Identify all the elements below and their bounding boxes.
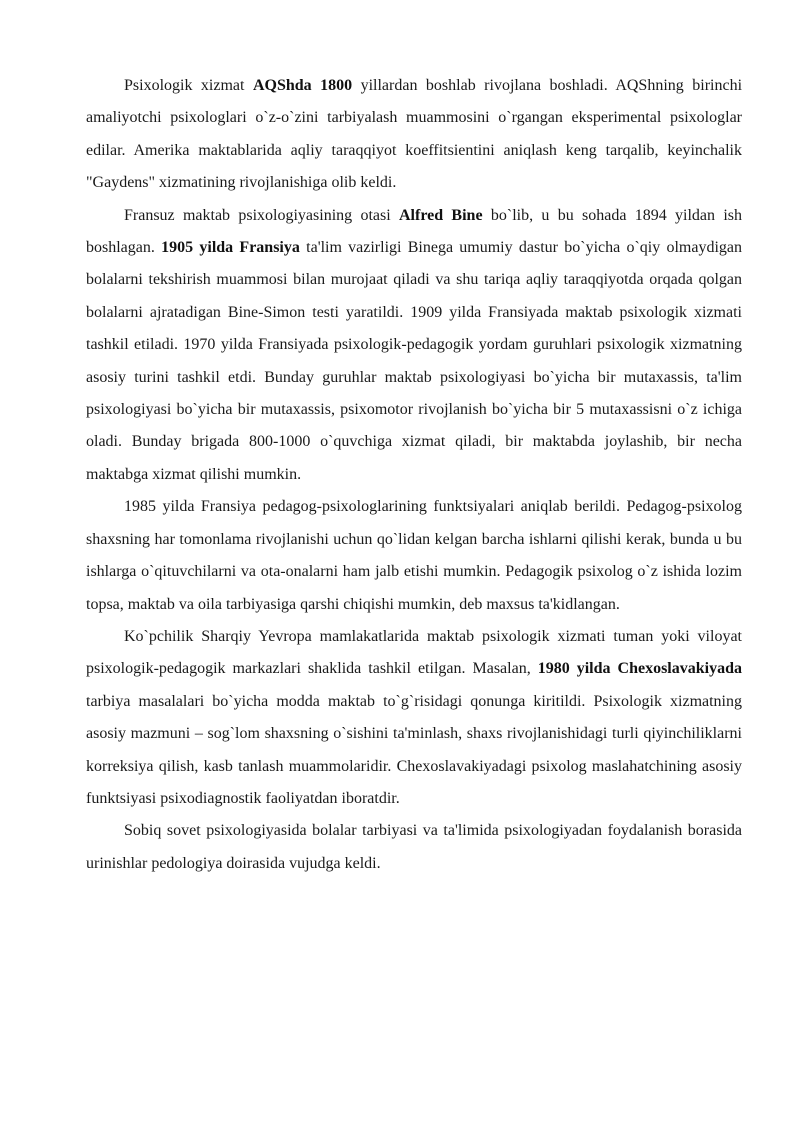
text-span: yillardan boshlab rivojlana boshladi. AQShning birinchi amaliyotchi psixologlari o`z-o`zini tarbiyalash muammosini o`rgangan eksperimental psixologlar edilar. Amerika maktablarida aqliy taraqqiyot koeffitsientini aniqlash keng tarqalib, keyinchalik "Gaydens" xizmatining rivojlanishiga olib keldi. [86, 77, 743, 192]
bold-phrase: AQShda 1800 [252, 77, 353, 94]
text-span: 1985 yilda Fransiya pedagog-psixologlarining funktsiyalari aniqlab berildi. Pedagog-psixolog shaxsning har tomonlama rivojlanishi uchun qo`lidan kelgan barcha ishlarni qilishi kerak, bunda u bu ishlarga o`qituvchilarni va ota-onalarni ham jalb etishi mumkin. Pedagogik psixolog o`z ishida lozim topsa, maktab va oila tarbiyasiga qarshi chiqishi mumkin, deb maxsus ta'kidlangan. [86, 498, 742, 613]
bold-phrase: 1905 yilda Fransiya [161, 239, 300, 257]
text-span: tarbiya masalalari bo`yicha modda maktab to`g`risidagi qonunga kiritildi. Psixologik xizmatning asosiy mazmuni – sog`lom shaxsning o`sishini ta'minlash, shaxs rivojlanishidagi turli qiyinchiliklarni korreksiya qilish, kasb tanlash muammolaridir. Chexoslavakiyadagi psixolog maslahatchining asosiy funktsiyasi psixodiagnostik faoliyatdan iboratdir. [86, 692, 742, 807]
text-span: Fransuz maktab psixologiyasining otasi [124, 206, 399, 224]
paragraph-5 [86, 815, 742, 880]
paragraph-4 [86, 621, 742, 815]
text-span: Sobiq sovet psixologiyasida bolalar tarbiyasi va ta'limida psixologiyadan foydalanish borasida urinishlar pedologiya doirasida vujudga keldi. [86, 822, 742, 872]
paragraph-2 [86, 200, 742, 492]
paragraph-3 [86, 491, 742, 621]
text-span: Ko`pchilik Sharqiy Yevropa mamlakatlarida maktab psixologik xizmati tuman yoki viloyat psixologik-pedagogik markazlari shaklida tashkil etilgan. Masalan, [86, 627, 742, 678]
paragraph-1 [86, 70, 742, 200]
bold-phrase: 1980 yilda Chexoslavakiyada [537, 660, 742, 678]
document-page [86, 70, 742, 880]
text-span: Psixologik xizmat [124, 77, 253, 94]
text-span: ta'lim vazirligi Binega umumiy dastur bo`yicha o`qiy olmaydigan bolalarni tekshirish muammosi bilan murojaat qiladi va shu tariqa aqliy taraqqiyotda orqada qolgan bolalarni ajratadigan Bine-Simon testi yaratildi. 1909 yilda Fransiyada maktab psixologik xizmati tashkil etiladi. 1970 yilda Fransiyada psixologik-pedagogik yordam guruhlari psixologik xizmatning asosiy turini tashkil etdi. Bunday guruhlar maktab psixologiyasi bo`yicha bir mutaxassis, ta'lim psixologiyasi bo`yicha bir mutaxassis, psixomotor rivojlanish bo`yicha bir 5 mutaxassisni o`z ichiga oladi. Bunday brigada 800-1000 o`quvchiga xizmat qiladi, bir maktabda joylashib, bir necha maktabga xizmat qilishi mumkin. [86, 239, 743, 483]
text-span: bo`lib, u bu sohada 1894 yildan ish boshlagan. [86, 206, 743, 257]
bold-phrase: Alfred Bine [398, 206, 483, 224]
